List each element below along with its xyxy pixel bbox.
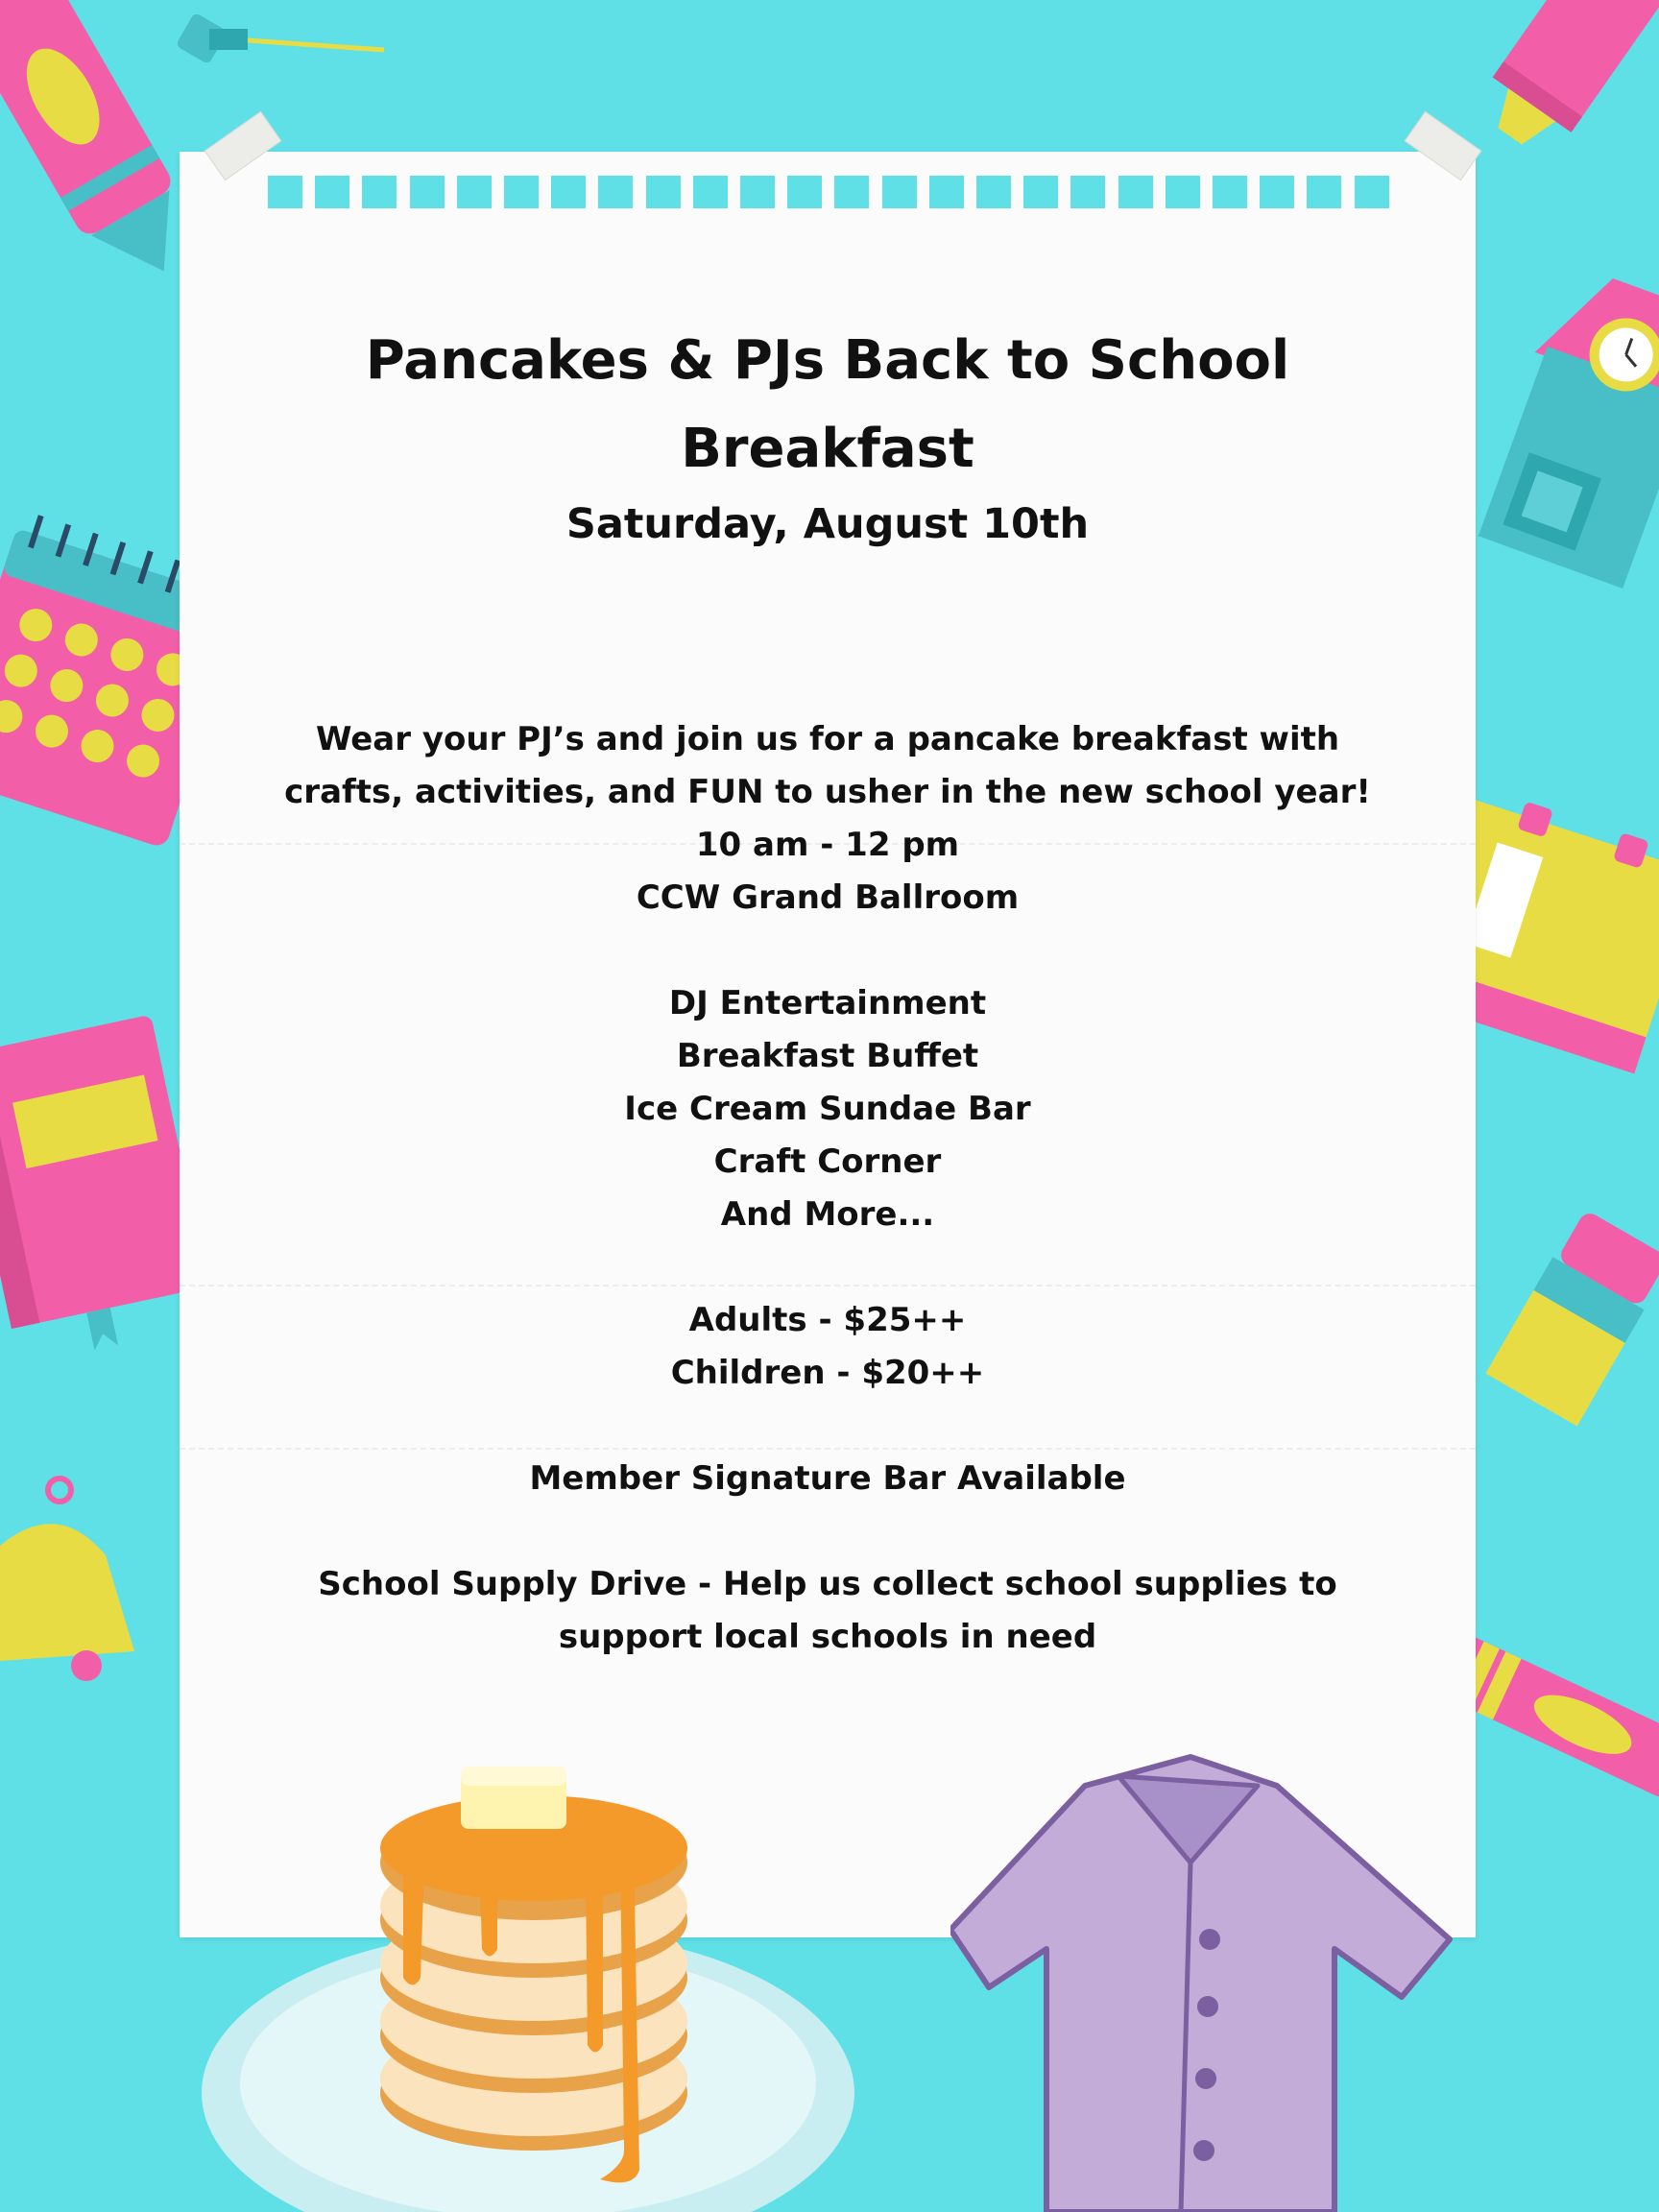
event-location: CCW Grand Ballroom — [636, 878, 1020, 917]
bell-icon — [0, 1469, 192, 1699]
bar-note: Member Signature Bar Available — [529, 1459, 1126, 1498]
cuckoo-clock-icon — [1469, 259, 1659, 614]
feature-item: And More... — [720, 1195, 935, 1234]
pajamas-icon — [950, 1747, 1469, 2212]
event-title: Pancakes & PJs Back to School Breakfast — [365, 329, 1290, 480]
event-details — [228, 713, 1428, 1664]
paper-sheet — [180, 152, 1476, 1937]
pancakes-icon — [173, 1728, 883, 2212]
feature-item: Ice Cream Sundae Bar — [624, 1090, 1031, 1128]
intro-text: crafts, activities, and FUN to usher in the new school year! — [284, 773, 1371, 811]
supply-drive-text: School Supply Drive - Help us collect school supplies to — [318, 1565, 1337, 1603]
intro-text: Wear your PJ’s and join us for a pancake breakfast with — [315, 720, 1340, 758]
tape-strip — [204, 111, 282, 180]
crayon-icon — [0, 0, 192, 326]
feature-item: Breakfast Buffet — [676, 1037, 979, 1075]
feature-item: Craft Corner — [713, 1142, 942, 1181]
price-children: Children - $20++ — [670, 1354, 985, 1392]
highlighter-icon — [1459, 0, 1659, 163]
supply-drive-text: support local schools in need — [558, 1618, 1097, 1656]
event-date: Saturday, August 10th — [565, 500, 1090, 548]
price-adults: Adults - $25++ — [688, 1301, 967, 1339]
glue-stick-icon — [1479, 1210, 1659, 1440]
push-pin-icon — [173, 0, 394, 86]
paper-holes — [268, 176, 1389, 208]
event-time: 10 am - 12 pm — [695, 826, 960, 864]
feature-item: DJ Entertainment — [668, 984, 987, 1022]
